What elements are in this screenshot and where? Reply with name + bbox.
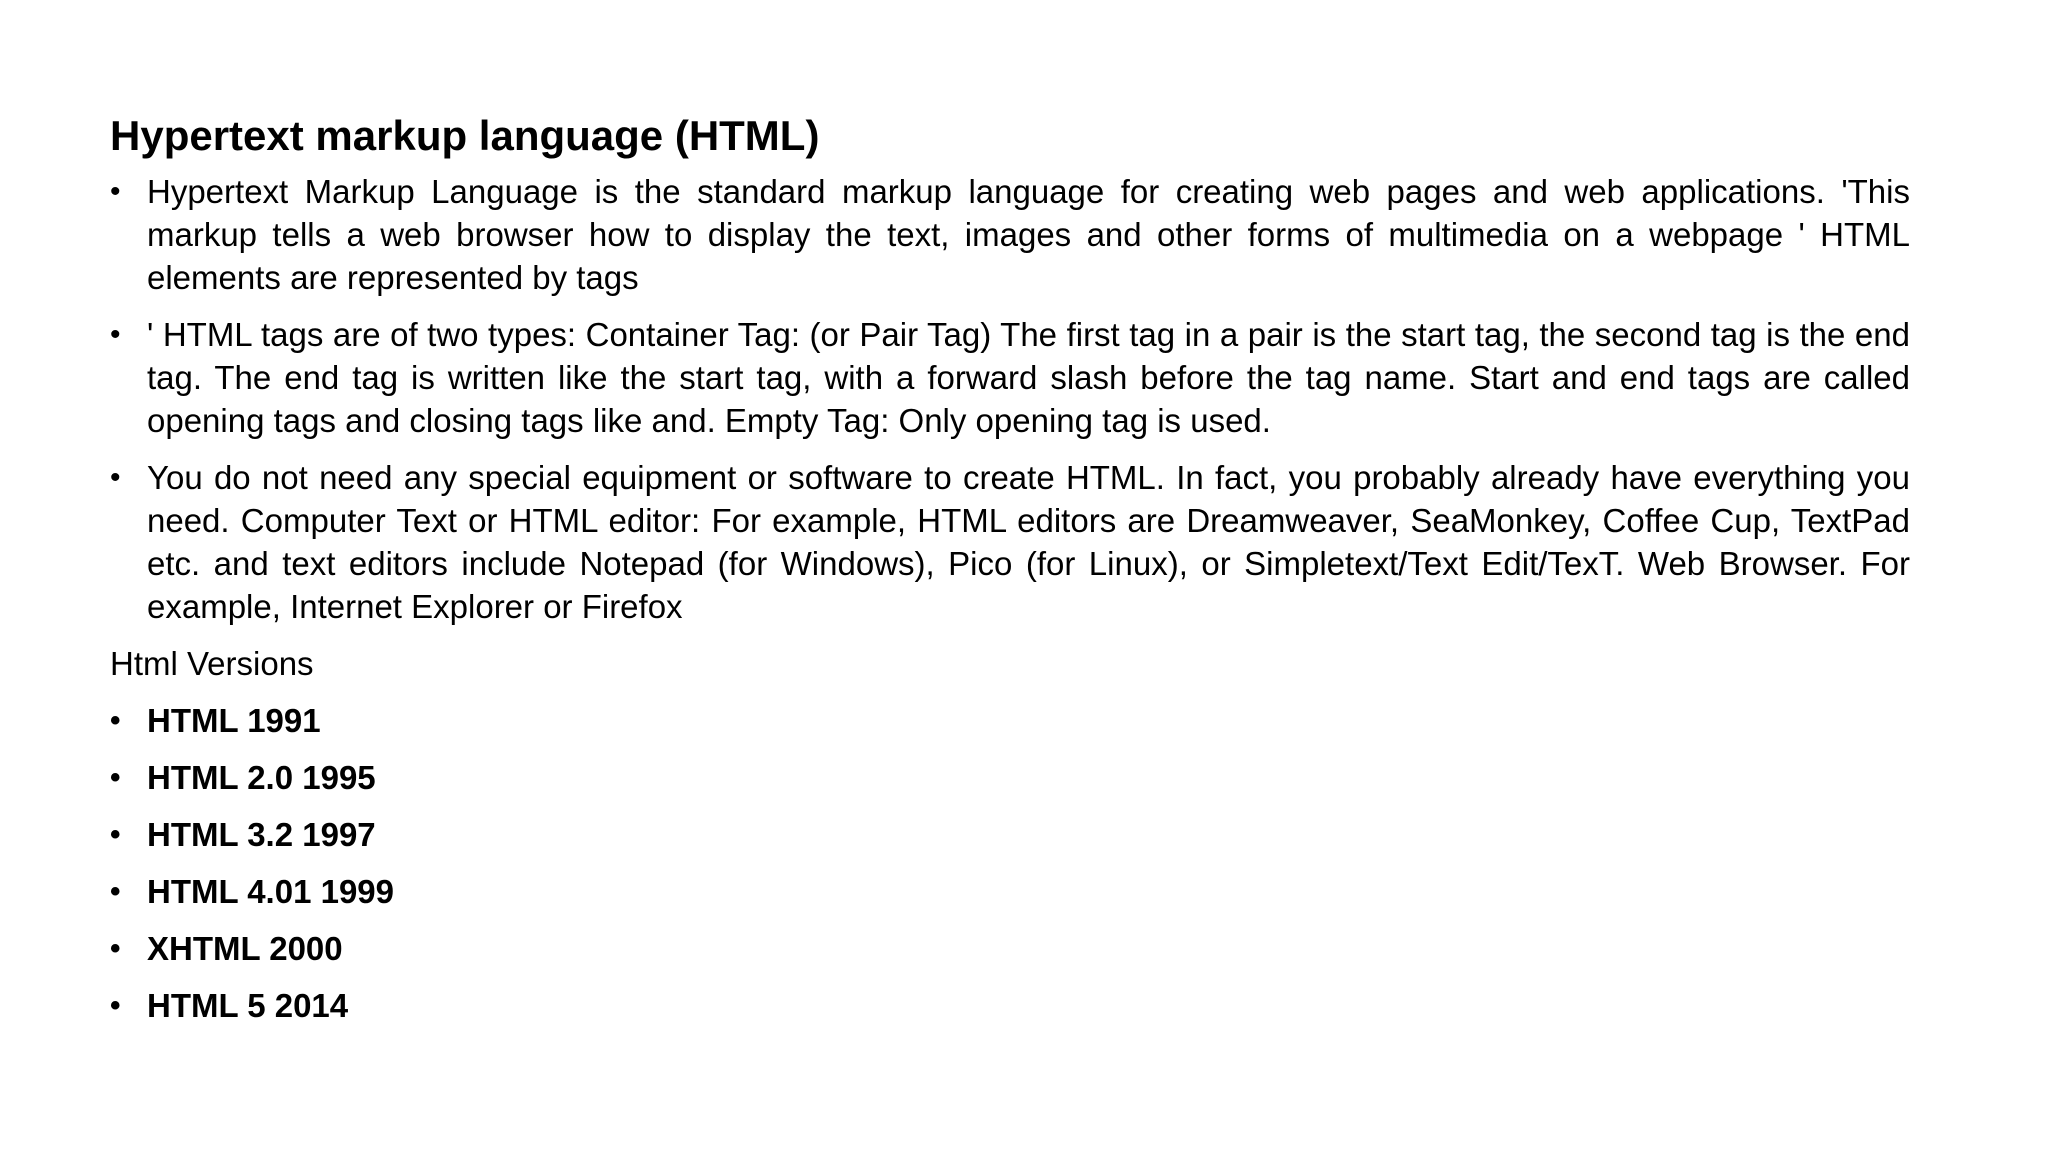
version-text: HTML 1991	[147, 702, 321, 739]
paragraph-text: You do not need any special equipment or software to create HTML. In fact, you probably already have everything you need. Computer Text or HTML editor: For example, HTML editors are Dreamweaver, SeaMonkey, Coffee Cup, TextPad etc. and text editors include Notepad (for Windows), Pico (for Linux), or Simpletext/Text Edit/TexT. Web Browser. For example, Internet Explorer or Firefox	[147, 459, 1910, 625]
paragraph-text: ' HTML tags are of two types: Container Tag: (or Pair Tag) The first tag in a pair is the start tag, the second tag is the end tag. The end tag is written like the start tag, with a forward slash before the tag name. Start and end tags are called opening tags and closing tags like and. Empty Tag: Only opening tag is used.	[147, 316, 1910, 439]
bullet-icon: •	[110, 989, 121, 1022]
bullet-icon: •	[110, 175, 121, 208]
version-item	[110, 699, 1910, 742]
slide-title: Hypertext markup language (HTML)	[110, 112, 820, 159]
paragraph-bullet	[110, 170, 1910, 299]
bullet-icon: •	[110, 818, 121, 851]
paragraph-bullet	[110, 313, 1910, 442]
paragraph-text: Hypertext Markup Language is the standard markup language for creating web pages and web applications. 'This markup tells a web browser how to display the text, images and other forms of multimedia on a webpage ' HTML elements are represented by tags	[147, 173, 1910, 296]
version-item	[110, 813, 1910, 856]
versions-heading: Html Versions	[110, 645, 314, 682]
version-item	[110, 870, 1910, 913]
version-text: HTML 3.2 1997	[147, 816, 376, 853]
version-text: XHTML 2000	[147, 930, 343, 967]
versions-list	[110, 699, 1910, 1027]
bullet-icon: •	[110, 761, 121, 794]
slide-content	[110, 108, 1910, 1041]
bullet-icon: •	[110, 932, 121, 965]
paragraph-list	[110, 170, 1910, 628]
paragraph-bullet	[110, 456, 1910, 628]
bullet-icon: •	[110, 461, 121, 494]
bullet-icon: •	[110, 875, 121, 908]
bullet-icon: •	[110, 318, 121, 351]
version-text: HTML 4.01 1999	[147, 873, 395, 910]
version-item	[110, 927, 1910, 970]
version-text: HTML 5 2014	[147, 987, 349, 1024]
version-item	[110, 756, 1910, 799]
bullet-icon: •	[110, 704, 121, 737]
version-item	[110, 984, 1910, 1027]
version-text: HTML 2.0 1995	[147, 759, 376, 796]
